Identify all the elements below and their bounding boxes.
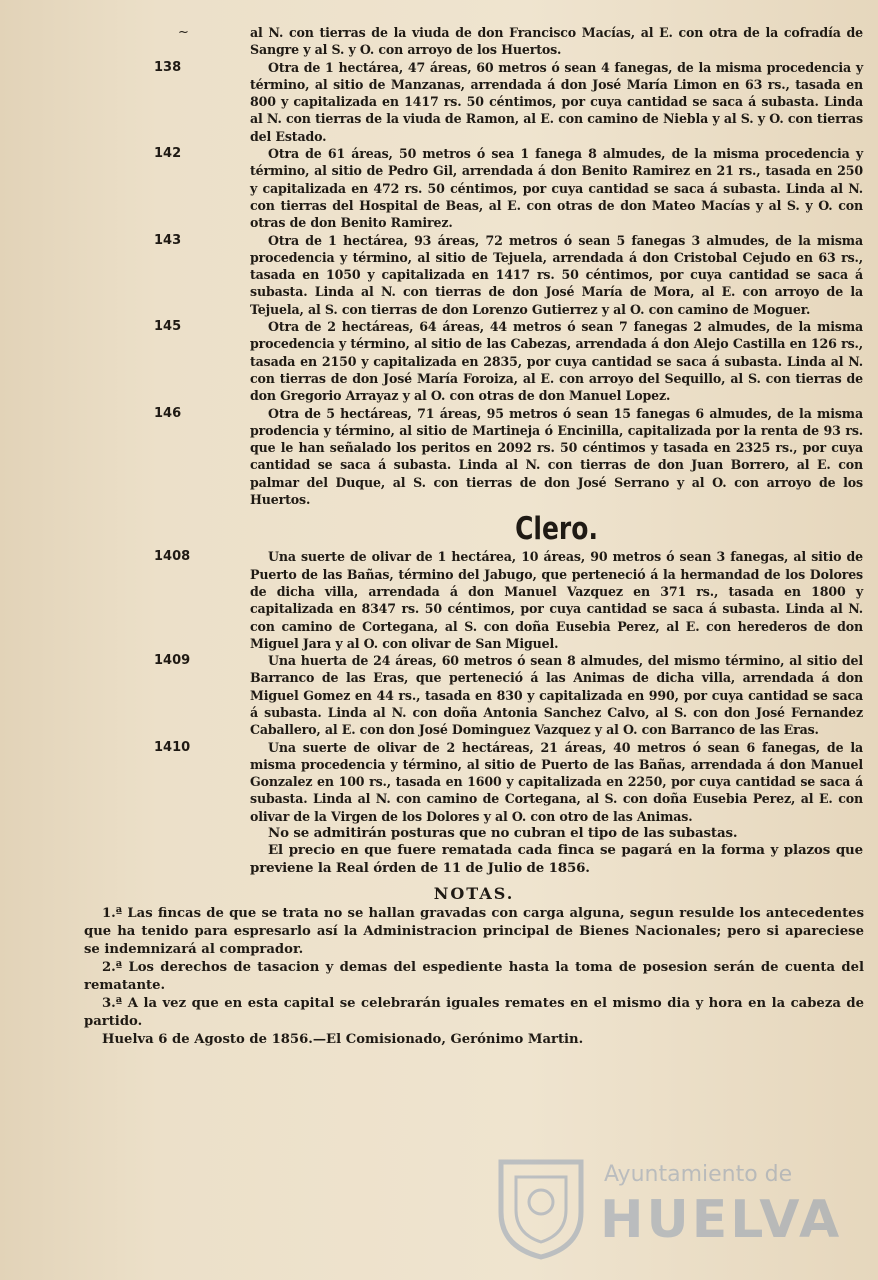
entry-number: 146 [154, 405, 182, 421]
entry-paragraph: Otra de 2 hectáreas, 64 áreas, 44 metros ó sean 7 fanegas 2 almudes, de la misma procedencia y término, al sitio de las Cabezas, arrendada á don Alejo Castilla en 126 rs., tasada en 2150 y capitalizada en 2835, por cuya cantidad se saca á subasta. Linda al N. con tierras de don José María Foroiza, al E. con arroyo del Sequillo, al S. con tierras de don Gregorio Arrayaz y al O. con otras de don Manuel Lopez. [250, 319, 863, 404]
watermark [476, 1152, 843, 1262]
entry-number: 142 [154, 146, 182, 162]
section-heading-spacer [0, 508, 250, 548]
notes-section [0, 885, 878, 1049]
entry-paragraph: Otra de 5 hectáreas, 71 áreas, 95 metros ó sean 15 fanegas 6 almudes, de la misma prodencia y término, al sitio de Martineja ó Encinilla, capitalizada por la renta de 93 rs. que le han señalado los peritos en 2092 rs. 50 céntimos y tasada en 2325 rs., por cuya cantidad se saca á subasta. Linda al N. con tierras de don Juan Borrero, al E. con palmar del Duque, al S. con tierras de don José Serrano y al O. con arroyo de los Huertos. [250, 405, 863, 508]
entry-continuation [0, 24, 878, 59]
entry-paragraph: Otra de 1 hectárea, 93 áreas, 72 metros ó sean 5 fanegas 3 almudes, de la misma procedencia y término, al sitio de Tejuela, arrendada á don Cristobal Cejudo en 63 rs., tasada en 1050 y capitalizada en 1417 rs. 50 céntimos, por cuya cantidad se saca á subasta. Linda al N. con tierras de don José María de Mora, al E. con arroyo de la Tejuela, al S. con tierras de don Lorenzo Gutierrez y al O. con camino de Moguer. [250, 232, 863, 317]
conditions-paragraph: El precio en que fuere rematada cada finca se pagará en la forma y plazos que previene la Real órden de 11 de Julio de 1856. [250, 842, 863, 876]
signature-line: Huelva 6 de Agosto de 1856.—El Comisionado, Gerónimo Martin. [102, 1031, 584, 1047]
entry-text [250, 318, 863, 404]
entry-text [250, 652, 863, 738]
watermark-line1: Ayuntamiento de [604, 1162, 793, 1187]
watermark-line2: HUELVA [600, 1190, 843, 1250]
entry-138 [0, 59, 878, 145]
entry-paragraph: Otra de 1 hectárea, 47 áreas, 60 metros ó sean 4 fanegas, de la misma procedencia y término, al sitio de Manzanas, arrendada á don José María Limon en 63 rs., tasada en 800 y capitalizada en 1417 rs. 50 céntimos, por cuya cantidad se saca á subasta. Linda al N. con tierras de la viuda de Ramon, al E. con camino de Niebla y al S. y O. con tierras del Estado. [250, 59, 863, 144]
entry-text [250, 405, 863, 509]
notes-title: NOTAS. [433, 883, 515, 903]
entry-number-mark: ~ [178, 25, 189, 40]
entry-number: 1410 [154, 739, 191, 755]
entry-paragraph: Una suerte de olivar de 2 hectáreas, 21 áreas, 40 metros ó sean 6 fanegas, de la misma procedencia y término, al sitio de Puerto de las Bañas, arrendada á don Manuel Gonzalez en 100 rs., tasada en 1600 y capitalizada en 2250, por cuya cantidad se saca á subasta. Linda al N. con camino de Cortegana, al S. con doña Eusebia Perez, al E. con olivar de la Virgen de los Dolores y al O. con otro de las Animas. [250, 739, 863, 824]
entry-number: 138 [154, 59, 182, 75]
note-item: 3.ª A la vez que en esta capital se celebrarán iguales remates en el mismo dia y hora en la cabeza de partido. [84, 995, 864, 1029]
entry-text [250, 24, 863, 59]
document-body [0, 24, 878, 1049]
entry-text [250, 232, 863, 318]
entry-text [250, 548, 863, 652]
entry-146 [0, 405, 878, 509]
entry-paragraph: al N. con tierras de la viuda de don Francisco Macías, al E. con otra de la cofradía de Sangre y al S. y O. con arroyo de los Huertos. [250, 25, 863, 58]
city-shield-icon [486, 1152, 596, 1262]
entry-1409 [0, 652, 878, 738]
entry-text [250, 59, 863, 145]
entry-number: 1409 [154, 653, 191, 669]
note-item: 2.ª Los derechos de tasacion y demas del espediente hasta la toma de posesion serán de cuenta del rematante. [84, 959, 864, 993]
section-title: Clero. [515, 510, 598, 547]
entry-paragraph: Una huerta de 24 áreas, 60 metros ó sean 8 almudes, del mismo término, al sitio del Barranco de las Eras, que perteneció á las Animas de dicha villa, arrendada á don Miguel Gomez en 44 rs., tasada en 830 y capitalizada en 990, por cuya cantidad se saca á subasta. Linda al N. con doña Antonia Sanchez Calvo, al S. con don José Fernandez Caballero, al E. con don José Dominguez Vazquez y al O. con Barranco de las Eras. [250, 653, 863, 738]
entry-paragraph: Una suerte de olivar de 1 hectárea, 10 áreas, 90 metros ó sean 3 fanegas, al sitio de Puerto de las Bañas, término del Jabugo, que perteneció á la hermandad de los Dolores de dicha villa, arrendada á don Manuel Vazquez en 371 rs., tasada en 1800 y capitalizada en 8347 rs. 50 céntimos, por cuya cantidad se saca á subasta. Linda al N. con camino de Cortegana, al S. con doña Eusebia Perez, al E. con herederos de don Miguel Jara y al O. con olivar de San Miguel. [250, 549, 863, 651]
section-heading-row [0, 508, 878, 548]
note-item: 1.ª Las fincas de que se trata no se hallan gravadas con carga alguna, segun resulde los antecedentes que ha tenido para espresarlo así la Administracion principal de Bienes Nacionales; pero si apareciese se indemnizará al comprador. [84, 905, 864, 957]
entry-142 [0, 145, 878, 231]
entry-1410 [0, 739, 878, 877]
entry-text [250, 145, 863, 231]
entry-text [250, 739, 863, 877]
entry-paragraph: Otra de 61 áreas, 50 metros ó sea 1 fanega 8 almudes, de la misma procedencia y término, al sitio de Pedro Gil, arrendada á don Benito Ramirez en 21 rs., tasada en 250 y capitalizada en 472 rs. 50 céntimos, por cuya cantidad se saca á subasta. Linda al N. con tierras del Hospital de Beas, al E. con otras de don Mateo Macías y al S. y O. con otras de don Benito Ramirez. [250, 146, 863, 231]
entry-number: 1408 [154, 549, 191, 565]
entry-143 [0, 232, 878, 318]
conditions-paragraph: No se admitirán posturas que no cubran el tipo de las subastas. [268, 825, 738, 842]
entry-number: 143 [154, 232, 182, 248]
entry-1408 [0, 548, 878, 652]
entry-number: 145 [154, 319, 182, 335]
entry-145 [0, 318, 878, 404]
